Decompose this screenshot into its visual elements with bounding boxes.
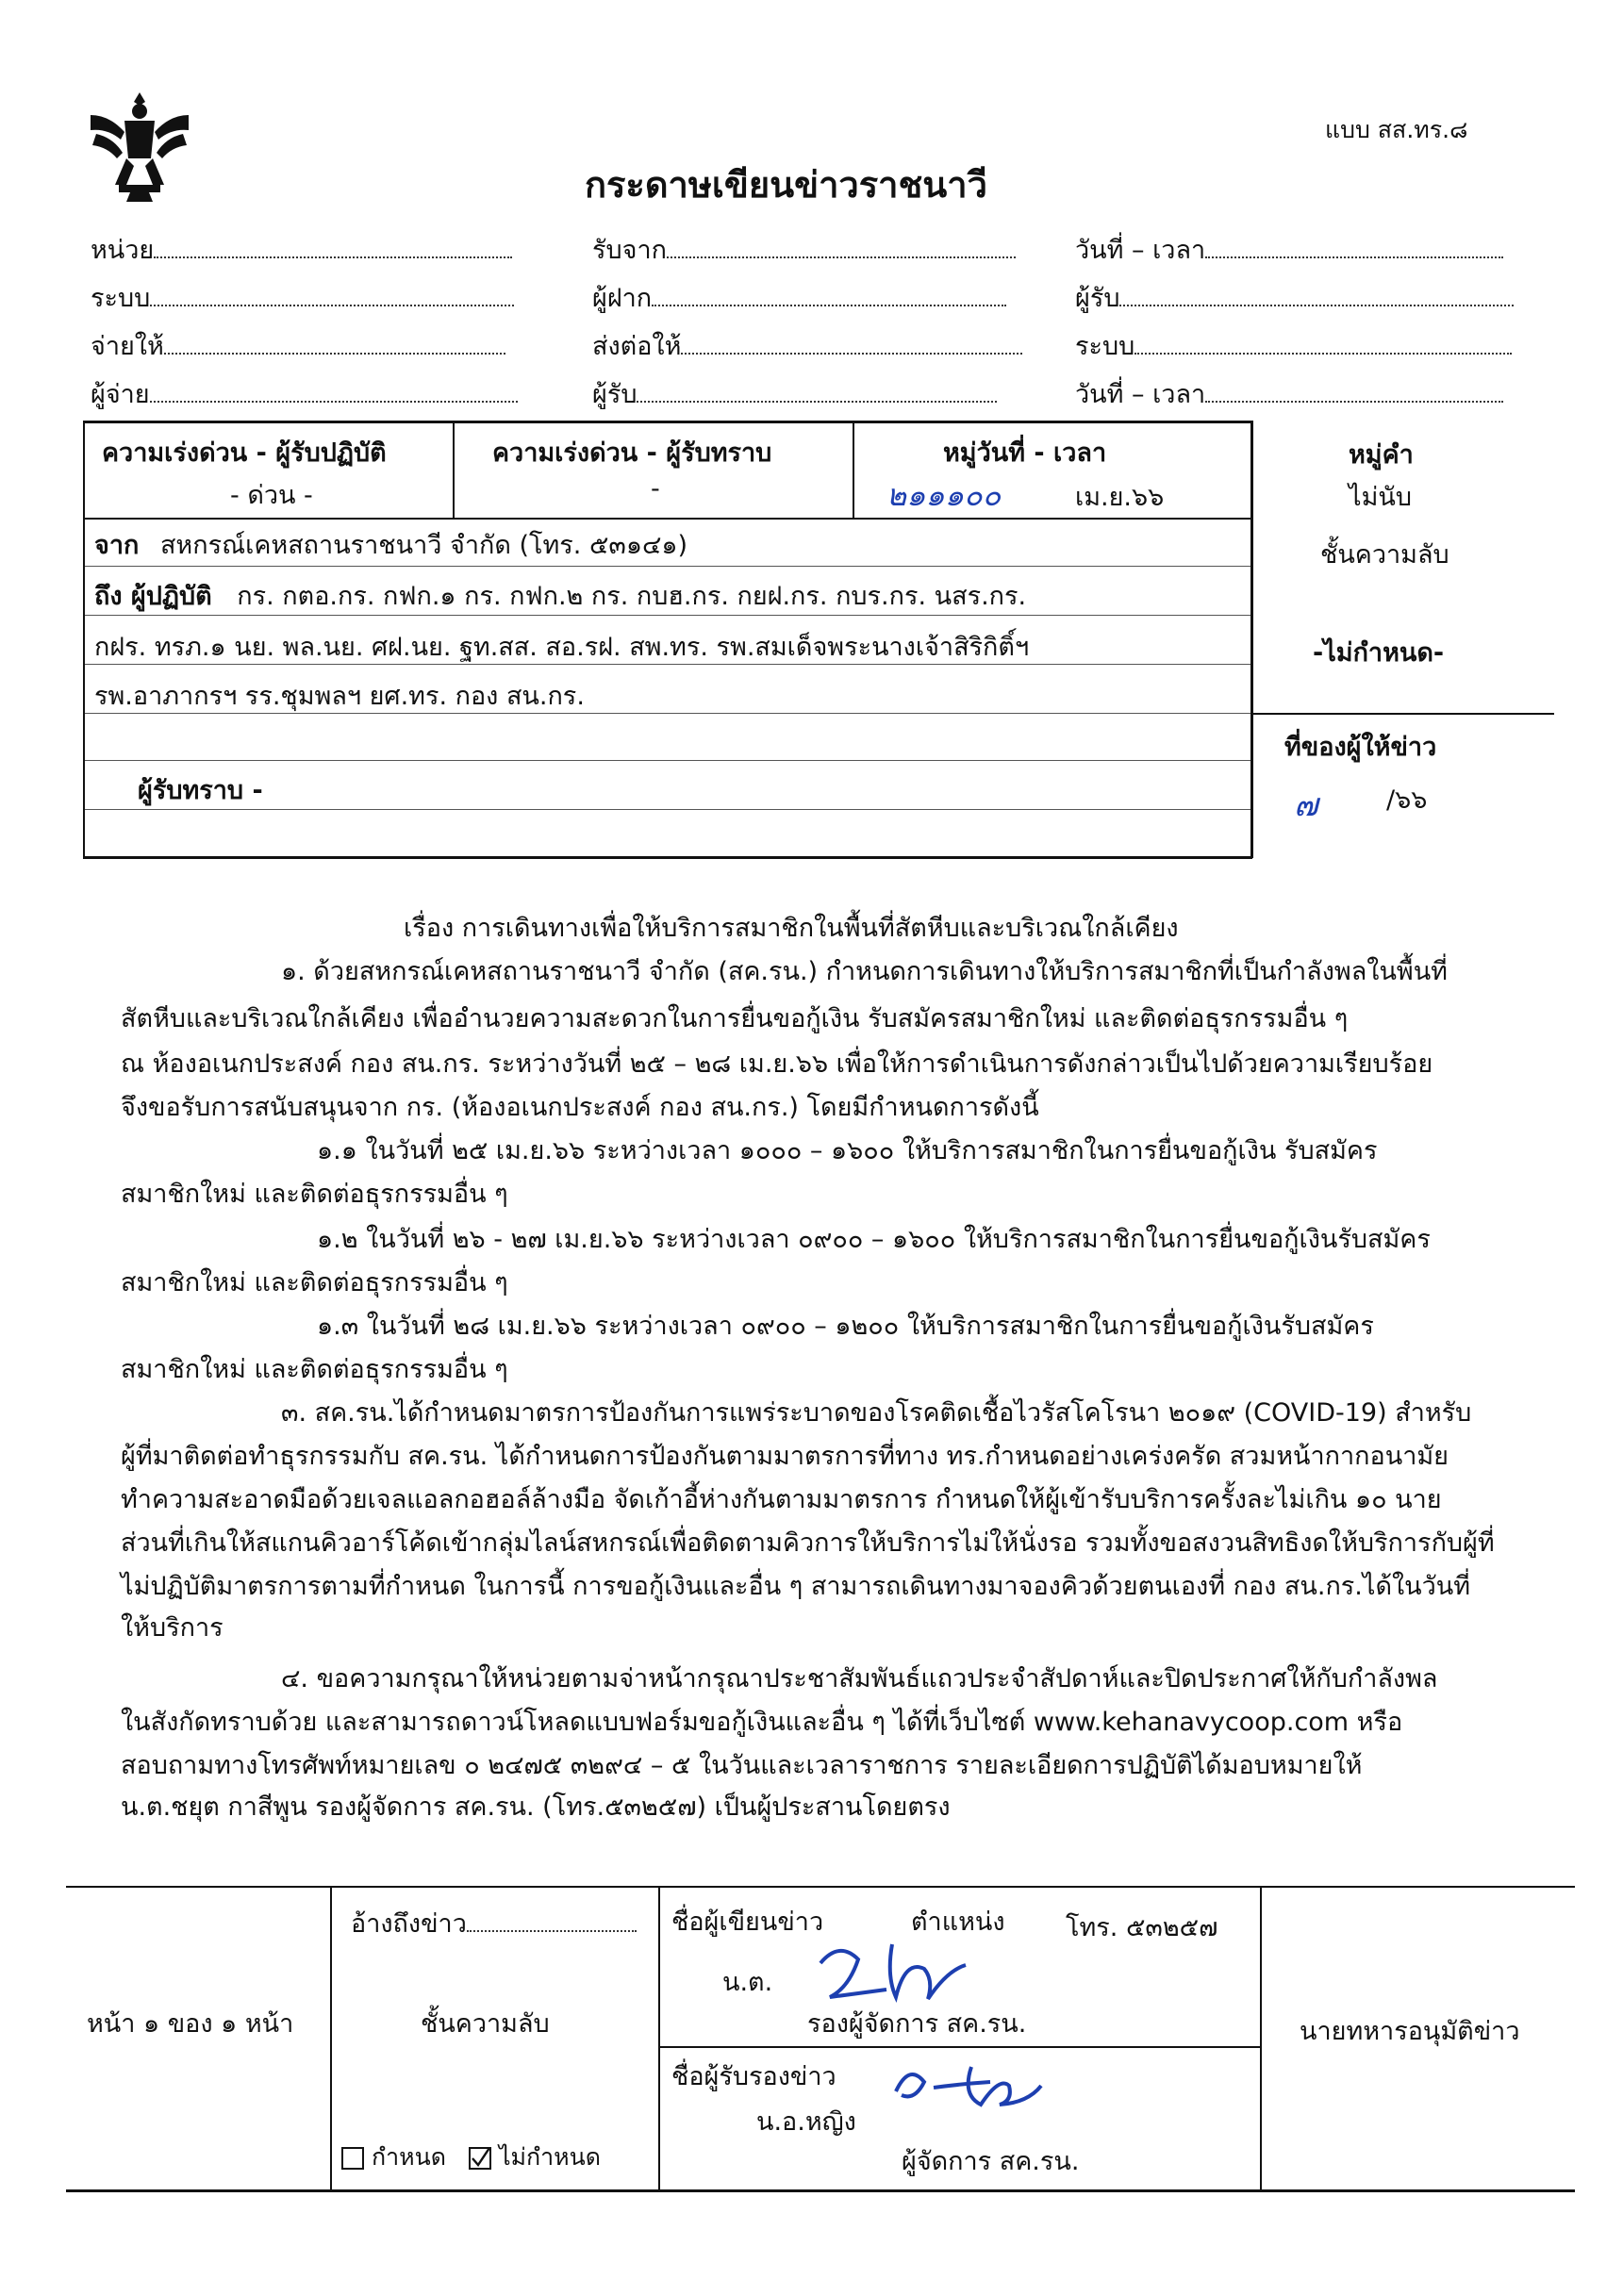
field-unit[interactable]: หน่วย: [91, 226, 518, 274]
right-col-divider: [1252, 713, 1554, 715]
ref-handwritten: ๗: [1294, 786, 1318, 824]
to-row: [94, 575, 1026, 616]
dtg-handwritten: ๒๑๑๑๐๐: [886, 477, 1002, 513]
footer-col-divider-1: [330, 1886, 332, 2189]
s3-line2: สมาชิกใหม่ และติดต่อธุรกรรมอื่น ๆ: [121, 1355, 508, 1384]
p3-line4: ส่วนที่เกินให้สแกนคิวอาร์โค้ดเข้ากลุ่มไลน์สหกรณ์เพื่อติดตามคิวการให้บริการไม่ให้นั่งรอ รวมทั้งขอสงวนสิทธิงดให้บริการกับผู้ที่: [121, 1528, 1495, 1558]
p3-line6: ให้บริการ: [121, 1613, 224, 1643]
p1-line2: สัตหีบและบริเวณใกล้เคียง เพื่ออำนวยความสะดวกในการยื่นขอกู้เงิน รับสมัครสมาชิกใหม่ และติดต่อธุรกรรมอื่น ๆ: [121, 1004, 1349, 1033]
field-dispatch-to[interactable]: จ่ายให้: [91, 322, 518, 371]
footer-tel: โทร. ๕๓๒๕๗: [1066, 1913, 1218, 1942]
urgency-info-value: -: [651, 474, 660, 504]
p3-line1: ๓. สค.รน.ได้กำหนดมาตรการป้องกันการแพร่ระบาดของโรคติดเชื้อไวรัสโคโรนา ๒๐๑๙ (COVID-19) สำหรับ: [281, 1398, 1472, 1428]
table-row-divider-6: [83, 760, 1252, 761]
footer-col-divider-2: [658, 1886, 660, 2189]
ref-label: ที่ของผู้ให้ข่าว: [1284, 733, 1437, 762]
table-row-divider-2: [83, 566, 1252, 567]
footer-ref-msg: อ้างถึงข่าว: [351, 1903, 637, 1943]
footer-col-divider-3: [1260, 1886, 1262, 2189]
footer-writer-rank: น.ต.: [722, 1968, 773, 1997]
s1-line2: สมาชิกใหม่ และติดต่อธุรกรรมอื่น ๆ: [121, 1180, 508, 1209]
footer-border-top: [66, 1886, 1575, 1888]
table-border-left: [83, 421, 85, 856]
header-col3: [1075, 226, 1514, 419]
word-group-label: หมู่คำ: [1349, 440, 1414, 470]
urgency-action-label: ความเร่งด่วน - ผู้รับปฏิบัติ: [102, 438, 387, 468]
to-label: ถึง ผู้ปฏิบัติ: [94, 582, 212, 611]
table-col-divider-2: [853, 421, 854, 519]
s2-line1: ๑.๒ ในวันที่ ๒๖ - ๒๗ เม.ย.๖๖ ระหว่างเวลา ๐๙๐๐ – ๑๖๐๐ ให้บริการสมาชิกในการยื่นขอกู้เงินรับสมัคร: [317, 1225, 1431, 1254]
s1-line1: ๑.๑ ในวันที่ ๒๕ เม.ย.๖๖ ระหว่างเวลา ๑๐๐๐ – ๑๖๐๐ ให้บริการสมาชิกในการยื่นขอกู้เงิน รับสมัคร: [317, 1136, 1378, 1165]
to-line2: กฝร. ทรภ.๑ นย. พล.นย. ศฝ.นย. ฐท.สส. สอ.รฝ. สพ.ทร. รพ.สมเด็จพระนางเจ้าสิริกิติ์ฯ: [94, 633, 1030, 662]
table-border-bottom: [83, 856, 1252, 859]
classification-value: -ไม่กำหนด-: [1313, 638, 1445, 668]
p3-line3: ทำความสะอาดมือด้วยเจลแอลกอฮอล์ล้างมือ จัดเก้าอี้ห่างกันตามมาตรการ กำหนดให้ผู้เข้ารับบริการครั้งละไม่เกิน ๑๐ นาย: [121, 1485, 1442, 1514]
ref-year: /๖๖: [1386, 785, 1428, 815]
word-group-value: ไม่นับ: [1349, 483, 1412, 512]
field-dispatcher[interactable]: ผู้จ่าย: [91, 371, 518, 419]
p3-line5: ไม่ปฏิบัติมาตรการตามที่กำหนด ในการนี้ การขอกู้เงินและอื่น ๆ สามารถเดินทางมาจองคิวด้วยตนเองที่ กอง สน.กร.ได้ในวันที่: [121, 1572, 1471, 1601]
header-col1: [91, 226, 518, 419]
footer-certifier-label: ชื่อผู้รับรองข่าว: [671, 2062, 836, 2091]
urgency-info-label: ความเร่งด่วน - ผู้รับทราบ: [492, 438, 772, 468]
footer-classification: ชั้นความลับ: [421, 2009, 550, 2039]
footer-writer-position: รองผู้จัดการ สค.รน.: [807, 2009, 1027, 2039]
footer-approver: นายทหารอนุมัติข่าว: [1300, 2017, 1520, 2046]
to-line1: กร. กตอ.กร. กฟก.๑ กร. กฟก.๒ กร. กบฮ.กร. กยฝ.กร. กบร.กร. นสร.กร.: [237, 582, 1027, 611]
footer-border-bottom: [66, 2189, 1575, 2192]
from-value: สหกรณ์เคหสถานราชนาวี จำกัด (โทร. ๕๓๑๔๑): [159, 531, 688, 560]
field-system-2[interactable]: ระบบ: [1075, 322, 1514, 371]
from-row: [94, 524, 687, 565]
table-row-divider: [83, 518, 1252, 520]
p3-line2: ผู้ที่มาติดต่อทำธุรกรรมกับ สค.รน. ได้กำหนดการป้องกันตามมาตรการที่ทาง ทร.กำหนดอย่างเคร่งครัด สวมหน้ากากอนามัย: [121, 1442, 1449, 1471]
field-receiver-2[interactable]: ผู้รับ: [1075, 274, 1514, 322]
p1-line4: จึงขอรับการสนับสนุนจาก กร. (ห้องอเนกประสงค์ กอง สน.กร.) โดยมีกำหนดการดังนี้: [121, 1093, 1039, 1122]
field-datetime-2[interactable]: วันที่ – เวลา: [1075, 371, 1514, 419]
footer-position-label: ตำแหน่ง: [911, 1908, 1005, 1937]
s2-line2: สมาชิกใหม่ และติดต่อธุรกรรมอื่น ๆ: [121, 1268, 508, 1297]
dtg-month: เม.ย.๖๖: [1075, 483, 1165, 512]
form-code: แบบ สส.ทร.๘: [1325, 116, 1468, 143]
header-col2: [592, 226, 1022, 419]
footer-certifier-rank: น.อ.หญิง: [756, 2107, 856, 2137]
table-col-divider-3: [1250, 421, 1253, 858]
p4-line3: สอบถามทางโทรศัพท์หมายเลข ๐ ๒๔๗๕ ๓๒๙๔ – ๕ ในวันและเวลาราชการ รายละเอียดการปฏิบัติได้มอบหมายให้: [121, 1751, 1363, 1780]
p1-line1: ๑. ด้วยสหกรณ์เคหสถานราชนาวี จำกัด (สค.รน.) กำหนดการเดินทางให้บริการสมาชิกที่เป็นกำลังพลในพื้นที่: [281, 957, 1448, 986]
dtg-label: หมู่วันที่ - เวลา: [943, 438, 1107, 468]
garuda-emblem-icon: [87, 87, 192, 206]
urgency-action-value: - ด่วน -: [230, 481, 313, 510]
field-system[interactable]: ระบบ: [91, 274, 518, 322]
p1-line3: ณ ห้องอเนกประสงค์ กอง สน.กร. ระหว่างวันที่ ๒๕ – ๒๘ เม.ย.๖๖ เพื่อให้การดำเนินการดังกล่าวเป็นไปด้วยความเรียบร้อย: [121, 1049, 1433, 1079]
document-title: กระดาษเขียนข่าวราชนาวี: [585, 164, 987, 206]
checkbox-set[interactable]: [341, 2147, 364, 2170]
field-forward-to[interactable]: ส่งต่อให้: [592, 322, 1022, 371]
p4-line4: น.ต.ชยุต กาสีพูน รองผู้จัดการ สค.รน. (โทร.๕๓๒๕๗) เป็นผู้ประสานโดยตรง: [121, 1792, 951, 1822]
p4-line2: ในสังกัดทราบด้วย และสามารถดาวน์โหลดแบบฟอร์มขอกู้เงินและอื่น ๆ ได้ที่เว็บไซต์ www.kehanavycoop.com หรือ: [121, 1708, 1403, 1737]
footer-mid-divider: [660, 2046, 1260, 2048]
s3-line1: ๑.๓ ในวันที่ ๒๘ เม.ย.๖๖ ระหว่างเวลา ๐๙๐๐ – ๑๒๐๐ ให้บริการสมาชิกในการยื่นขอกู้เงินรับสมัคร: [317, 1312, 1374, 1341]
subject: เรื่อง การเดินทางเพื่อให้บริการสมาชิกในพื้นที่สัตหีบและบริเวณใกล้เคียง: [404, 914, 1179, 943]
footer-certifier-position: ผู้จัดการ สค.รน.: [902, 2147, 1080, 2176]
to-line3: รพ.อาภากรฯ รร.ชุมพลฯ ยศ.ทร. กอง สน.กร.: [94, 682, 585, 711]
table-col-divider-1: [453, 421, 455, 519]
footer-writer-label: ชื่อผู้เขียนข่าว: [671, 1908, 824, 1937]
table-border-top: [83, 421, 1252, 423]
footer-options: กำหนด ไม่กำหนด: [341, 2139, 601, 2176]
certifier-signature: [877, 2054, 1066, 2120]
field-received-from[interactable]: รับจาก: [592, 226, 1022, 274]
footer-page: หน้า ๑ ของ ๑ หน้า: [87, 2009, 294, 2039]
field-receiver[interactable]: ผู้รับ: [592, 371, 1022, 419]
field-datetime[interactable]: วันที่ – เวลา: [1075, 226, 1514, 274]
checkbox-unset[interactable]: [469, 2147, 491, 2170]
writer-signature: [802, 1935, 990, 2010]
info-label: ผู้รับทราบ -: [138, 776, 263, 805]
field-depositor[interactable]: ผู้ฝาก: [592, 274, 1022, 322]
p4-line1: ๔. ขอความกรุณาให้หน่วยตามจ่าหน้ากรุณาประชาสัมพันธ์แถวประจำสัปดาห์และปิดประกาศให้กับกำลังพล: [281, 1664, 1438, 1693]
classification-label: ชั้นความลับ: [1320, 540, 1449, 570]
from-label: จาก: [94, 531, 140, 560]
